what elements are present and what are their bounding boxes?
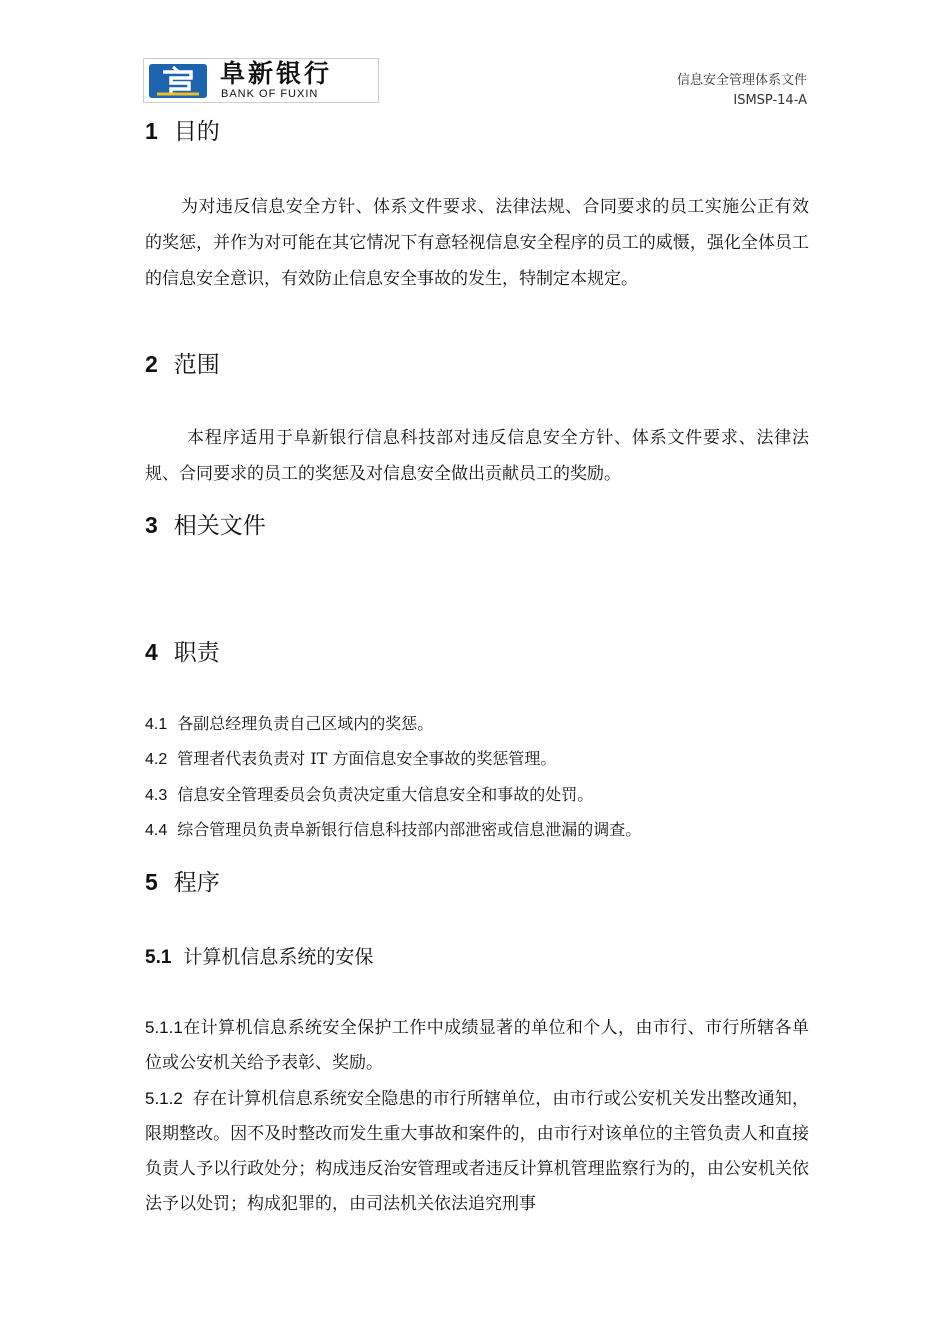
- bank-name-chinese: 阜新银行: [220, 59, 333, 88]
- subsection-5-1-heading: [145, 944, 373, 971]
- item-text: 管理者代表负责对 IT 方面信息安全事故的奖惩管理。: [177, 749, 557, 768]
- section-title: 相关文件: [173, 513, 266, 539]
- section-title: 职责: [173, 640, 220, 666]
- item-text: 信息安全管理委员会负责决定重大信息安全和事故的处罚。: [177, 785, 594, 804]
- bank-logo-mark-icon: [149, 64, 207, 98]
- bank-name-english: BANK OF FUXIN: [221, 88, 319, 100]
- section-number: 4: [145, 639, 158, 665]
- section-number: 3: [145, 512, 158, 538]
- section-5-heading: [145, 867, 220, 898]
- list-item: [145, 817, 809, 844]
- section-title: 目的: [173, 119, 220, 145]
- list-item: [145, 782, 809, 809]
- document-meta: [677, 71, 807, 111]
- clause-5-1-1: [145, 1010, 809, 1081]
- bank-logo: [143, 58, 379, 103]
- list-item: [145, 711, 809, 738]
- item-number: 4.1: [145, 716, 168, 733]
- clause-text: 存在计算机信息系统安全隐患的市行所辖单位，由市行或公安机关发出整改通知，限期整改。因不及时整改而发生重大事故和案件的，由市行对该单位的主管负责人和直接负责人予以行政处分；构成违反治安管理或者违反计算机管理监察行为的，由公安机关依法予以处罚；构成犯罪的，由司法机关依法追究刑事: [145, 1089, 809, 1214]
- item-text: 各副总经理负责自己区域内的奖惩。: [177, 714, 434, 733]
- item-text: 综合管理员负责阜新银行信息科技部内部泄密或信息泄漏的调查。: [177, 820, 642, 839]
- item-number: 4.3: [145, 787, 168, 804]
- subsection-number: 5.1: [145, 947, 172, 968]
- section-2-body: 本程序适用于阜新银行信息科技部对违反信息安全方针、体系文件要求、法律法规、合同要求的员工的奖惩及对信息安全做出贡献员工的奖励。: [145, 428, 809, 484]
- clause-number: 5.1.2: [145, 1089, 183, 1108]
- document-id: ISMSP-14-A: [733, 93, 807, 108]
- list-item: [145, 746, 809, 773]
- section-title: 程序: [173, 870, 220, 896]
- section-number: 5: [145, 869, 158, 895]
- clause-text: 在计算机信息系统安全保护工作中成绩显著的单位和个人，由市行、市行所辖各单位或公安机关给予表彰、奖励。: [145, 1018, 809, 1073]
- section-1-body: 为对违反信息安全方针、体系文件要求、法律法规、合同要求的员工实施公正有效的奖惩，并作为对可能在其它情况下有意轻视信息安全程序的员工的威慑，强化全体员工的信息安全意识，有效防止信息安全事故的发生，特制定本规定。: [145, 197, 809, 289]
- item-number: 4.2: [145, 751, 168, 768]
- section-4-heading: [145, 637, 220, 668]
- section-number: 2: [145, 351, 158, 377]
- section-title: 范围: [173, 352, 220, 378]
- item-number: 4.4: [145, 822, 168, 839]
- subsection-title: 计算机信息系统的安保: [183, 946, 374, 968]
- section-1-heading: [145, 116, 220, 147]
- clause-5-1-2: [145, 1081, 809, 1222]
- section-3-heading: [145, 510, 266, 541]
- section-number: 1: [145, 118, 158, 144]
- document-type: 信息安全管理体系文件: [676, 73, 807, 88]
- section-2-heading: [145, 349, 220, 380]
- clause-number: 5.1.1: [145, 1018, 183, 1037]
